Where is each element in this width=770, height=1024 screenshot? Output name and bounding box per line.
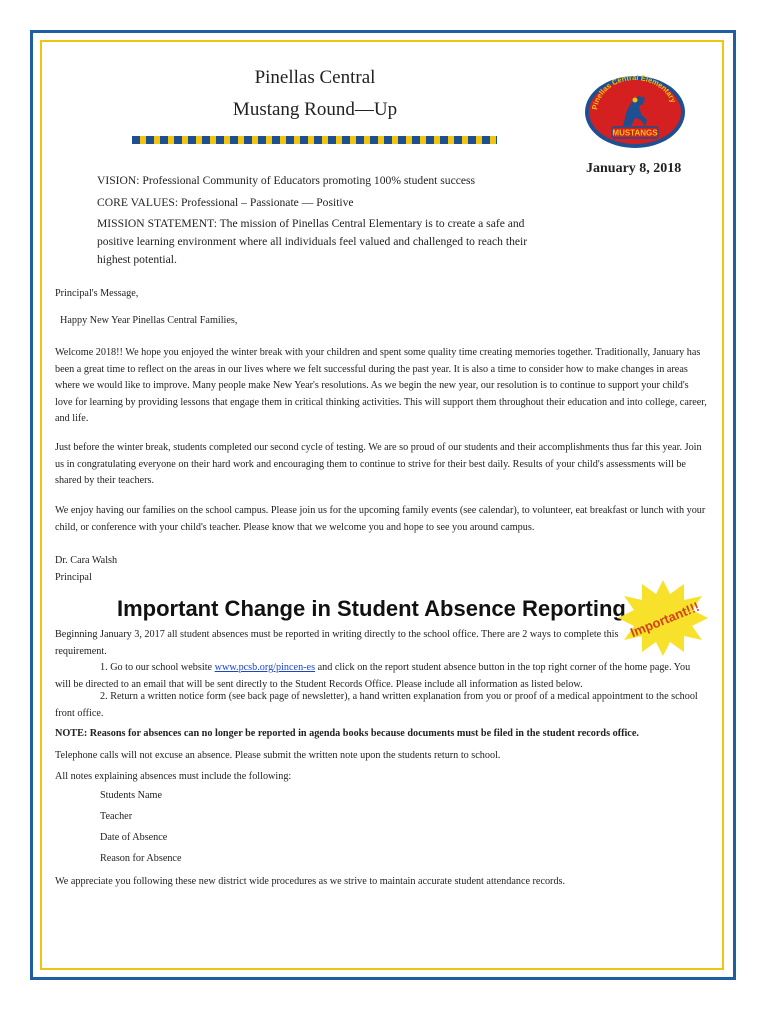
must-include-text: All notes explaining absences must include the following:: [55, 771, 292, 782]
list-item: Students Name: [100, 790, 162, 801]
absence-note: NOTE: Reasons for absences can no longer be reported in agenda books because documents must be filed in the student records office.: [55, 728, 639, 739]
absence-intro: Beginning January 3, 2017 all student absences must be reported in writing directly to the school office. There are 2 ways to complete this requirement.: [55, 629, 619, 657]
absence-step-2: 2. Return a written notice form (see back page of newsletter), a hand written explanation from you or proof of a medical appointment to the school front office.: [55, 691, 698, 719]
important-starburst-icon: [618, 578, 708, 658]
mission-statement: MISSION STATEMENT: The mission of Pinellas Central Elementary is to create a safe and positive learning environment where all individuals feel valued and challenged to reach their highest potential.: [97, 217, 528, 266]
core-values-statement: CORE VALUES: Professional – Passionate — Positive: [97, 196, 354, 209]
absence-section-title: Important Change in Student Absence Reporting: [117, 596, 626, 621]
vision-statement: VISION: Professional Community of Educators promoting 100% student success: [97, 174, 476, 187]
step-1-text-after: and click on the report student absence button in the top right corner of the home page. You will be directed to an email that will be sent directly to the Student Records Office. Please include all information as listed below.: [55, 662, 691, 690]
logo-banner-text: MUSTANGS: [612, 128, 658, 138]
logo-ring-text: Pinellas Central Elementary: [590, 72, 679, 111]
telephone-notice: Telephone calls will not excuse an absence. Please submit the written note upon the students return to school.: [55, 750, 501, 761]
letter-paragraph-1: Welcome 2018!! We hope you enjoyed the winter break with your children and spent some quality time creating memories together. Traditionally, January has been a great time to reflect on the areas in our lives where we felt successful during the past year. It is also a time to consider how to make changes in areas where we would like to improve. Many people make New Year's resolutions. As we begin the new year, our resolution is to continue to support your child's love for learning by providing lessons that engage them in critical thinking activities. This will support them throughout their education and into college, career, and life.: [55, 347, 707, 424]
principal-message-heading: Principal's Message,: [55, 288, 139, 299]
newsletter-date: January 8, 2018: [586, 161, 682, 176]
important-badge-text: Important!!!: [628, 598, 702, 641]
newsletter-title: Mustang Round—Up: [232, 99, 398, 120]
mustang-logo: [579, 70, 689, 150]
list-item: Date of Absence: [100, 832, 168, 843]
list-item: Teacher: [100, 811, 133, 822]
header-divider: [132, 136, 497, 144]
greeting-text: Happy New Year Pinellas Central Families,: [60, 315, 238, 326]
signature-name: Dr. Cara Walsh: [55, 555, 118, 566]
list-item: Reason for Absence: [100, 853, 182, 864]
letter-paragraph-3: We enjoy having our families on the school campus. Please join us for the upcoming family events (see calendar), to volunteer, eat breakfast or lunch with your child, or conference with your child's teacher. Please know that we welcome you and hope to see you around campus.: [55, 505, 706, 533]
step-1-text-before: 1. Go to our school website: [100, 662, 215, 673]
closing-text: We appreciate you following these new district wide procedures as we strive to maintain accurate student attendance records.: [55, 876, 566, 887]
letter-paragraph-2: Just before the winter break, students completed our second cycle of testing. We are so proud of our students and their accomplishments thus far this year. Join us in congratulating everyone on their hard work and encouraging them to continue to strive for their best daily. Results of your child's assessments will be shared by their teachers.: [55, 442, 702, 486]
newsletter-school-name: Pinellas Central: [254, 67, 376, 88]
school-website-link[interactable]: www.pcsb.org/pincen-es: [214, 662, 316, 673]
signature-title: Principal: [55, 572, 92, 583]
